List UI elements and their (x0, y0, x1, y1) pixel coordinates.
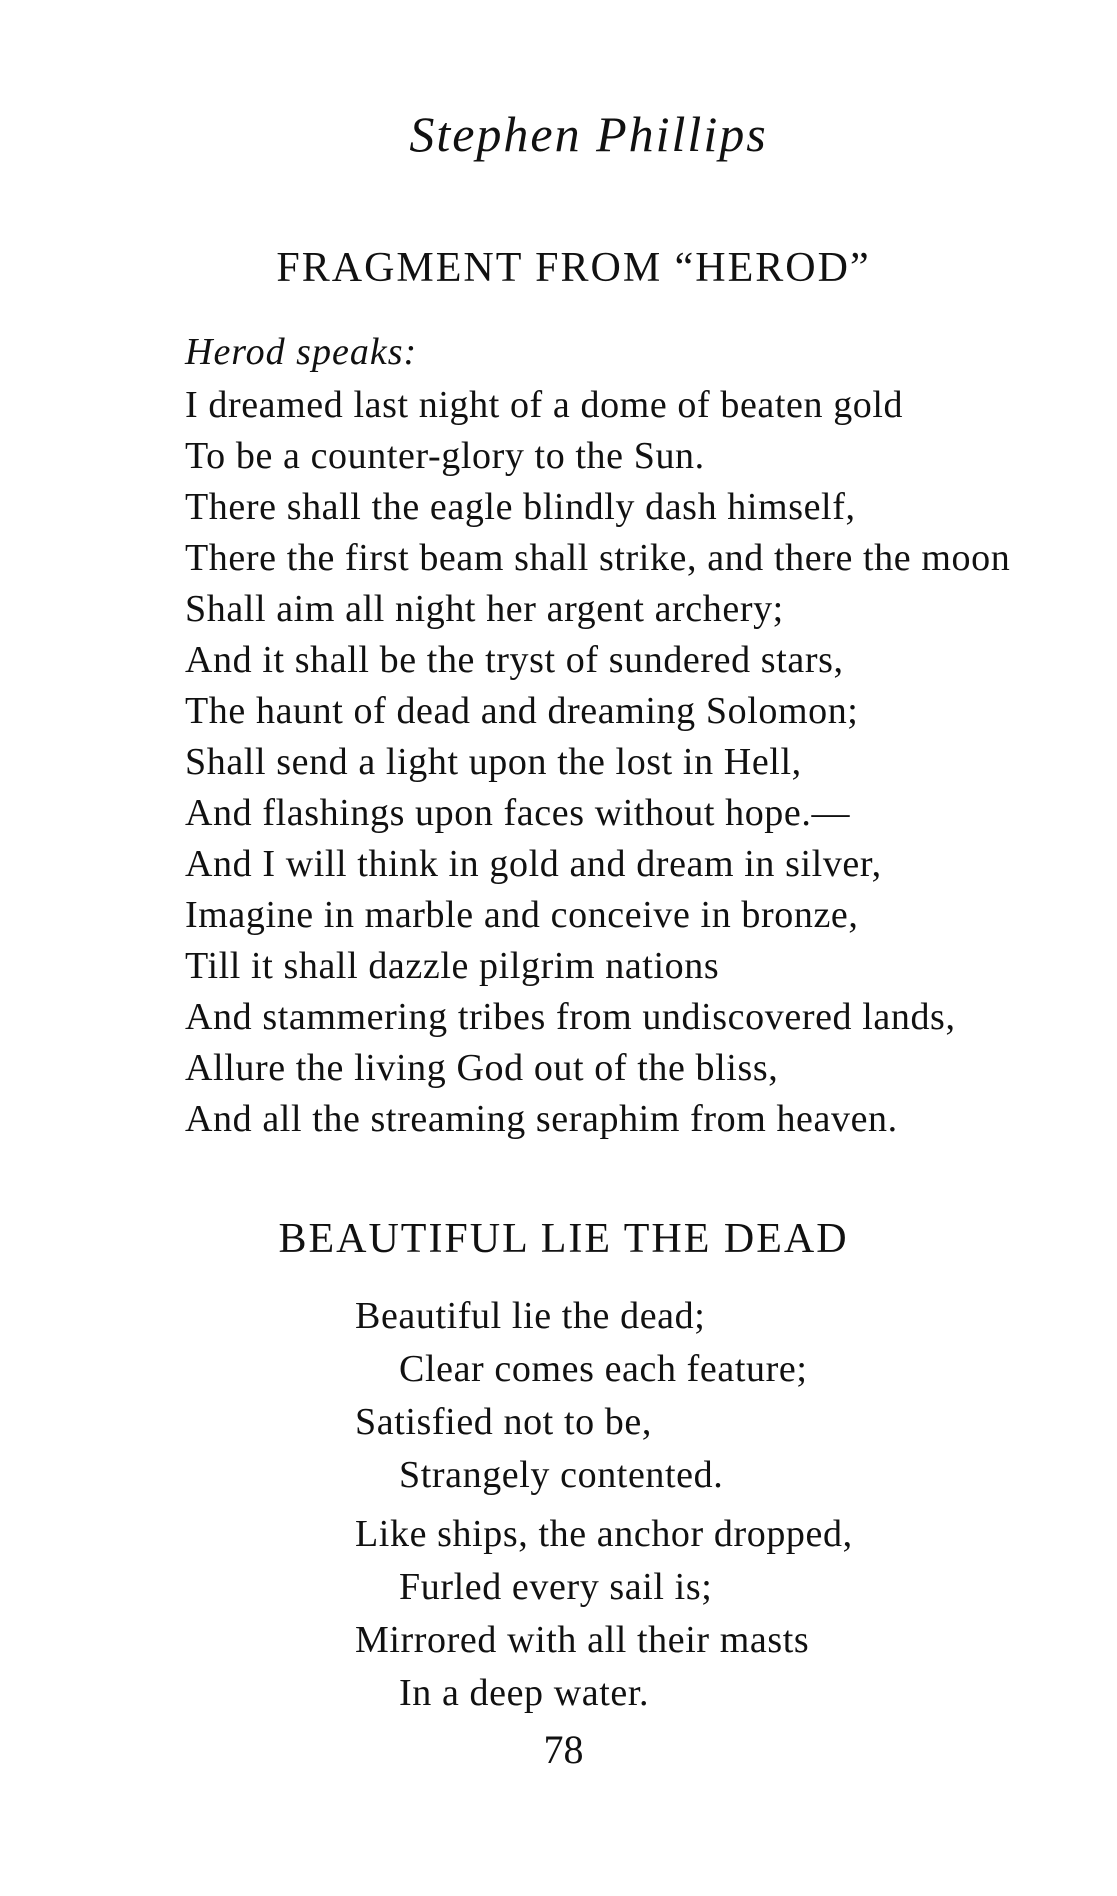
verse-line: Mirrored with all their masts (355, 1619, 810, 1661)
poem-title-herod: FRAGMENT FROM “HEROD” (276, 245, 871, 291)
verse-line: And I will think in gold and dream in silver, (185, 843, 882, 885)
verse-line: Like ships, the anchor dropped, (355, 1513, 853, 1555)
page-number: 78 (543, 1727, 584, 1772)
verse-line: Allure the living God out of the bliss, (185, 1047, 779, 1089)
stanza-1 (355, 1290, 808, 1502)
verse-line: There shall the eagle blindly dash himself, (185, 486, 856, 528)
verse-line: Shall send a light upon the lost in Hell, (185, 741, 802, 783)
verse-line: Shall aim all night her argent archery; (185, 588, 784, 630)
poem-title-beautiful-lie-the-dead: BEAUTIFUL LIE THE DEAD (278, 1216, 849, 1262)
verse-line: And it shall be the tryst of sundered stars, (185, 639, 844, 681)
verse-line: And flashings upon faces without hope.— (185, 792, 851, 834)
verse-line: Satisfied not to be, (355, 1401, 652, 1443)
verse-line: And stammering tribes from undiscovered lands, (185, 996, 956, 1038)
verse-line: There the first beam shall strike, and there the moon (185, 537, 1011, 579)
verse-line: Beautiful lie the dead; (355, 1295, 706, 1337)
verse-line: I dreamed last night of a dome of beaten gold (185, 384, 904, 426)
verse-line: Imagine in marble and conceive in bronze, (185, 894, 859, 936)
verse-line: To be a counter-glory to the Sun. (185, 435, 705, 477)
stanza-2 (355, 1508, 853, 1720)
verse-line: And all the streaming seraphim from heaven. (185, 1098, 898, 1140)
verse-line: The haunt of dead and dreaming Solomon; (185, 690, 859, 732)
verse-line-indented: In a deep water. (399, 1672, 650, 1714)
running-head: Stephen Phillips (409, 106, 768, 162)
verse-line-indented: Strangely contented. (399, 1454, 724, 1496)
speaker-direction: Herod speaks: (185, 331, 418, 373)
poem-herod-lines (185, 380, 1010, 1145)
verse-line-indented: Clear comes each feature; (399, 1348, 808, 1390)
verse-line: Till it shall dazzle pilgrim nations (185, 945, 720, 987)
verse-line-indented: Furled every sail is; (399, 1566, 713, 1608)
